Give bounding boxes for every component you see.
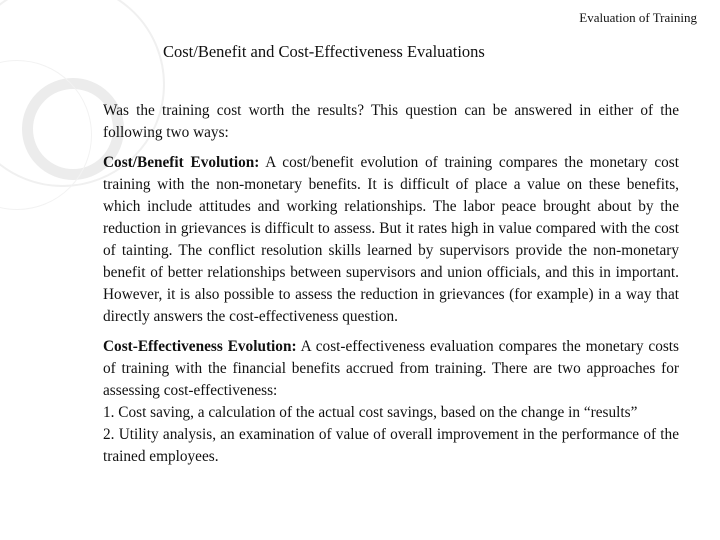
cost-effectiveness-term: Cost-Effectiveness Evolution: (103, 338, 297, 355)
cost-effectiveness-paragraph (103, 336, 679, 468)
intro-paragraph: Was the training cost worth the results? This question can be answered in either of the following two ways: (103, 102, 679, 141)
slide-body (103, 100, 679, 476)
list-item: 1. Cost saving, a calculation of the actual cost savings, based on the change in “results” (103, 404, 638, 421)
cost-benefit-term: Cost/Benefit Evolution: (103, 154, 260, 171)
cost-benefit-paragraph (103, 152, 679, 328)
page-header: Evaluation of Training (579, 10, 697, 25)
list-item: 2. Utility analysis, an examination of value of overall improvement in the performance of the trained employees. (103, 426, 679, 465)
slide-title: Cost/Benefit and Cost-Effectiveness Evaluations (163, 42, 485, 61)
cost-effectiveness-body: A cost-effectiveness evaluation compares the monetary costs of training with the financial benefits accrued from training. There are two approaches for assessing cost-effectiveness: (103, 338, 680, 399)
cost-benefit-body: A cost/benefit evolution of training compares the monetary cost training with the non-monetary benefits. It is difficult of place a value on these benefits, which include attitudes and working relationships. The labor peace brought about by the reduction in grievances is difficult to assess. But it rates high in value compared with the cost of tainting. The conflict resolution skills learned by supervisors provide the non-monetary benefit of better relationships between supervisors and union officials, and this in important. However, it is also possible to assess the reduction in grievances (for example) in a way that directly answers the cost-effectiveness question. (103, 154, 679, 325)
